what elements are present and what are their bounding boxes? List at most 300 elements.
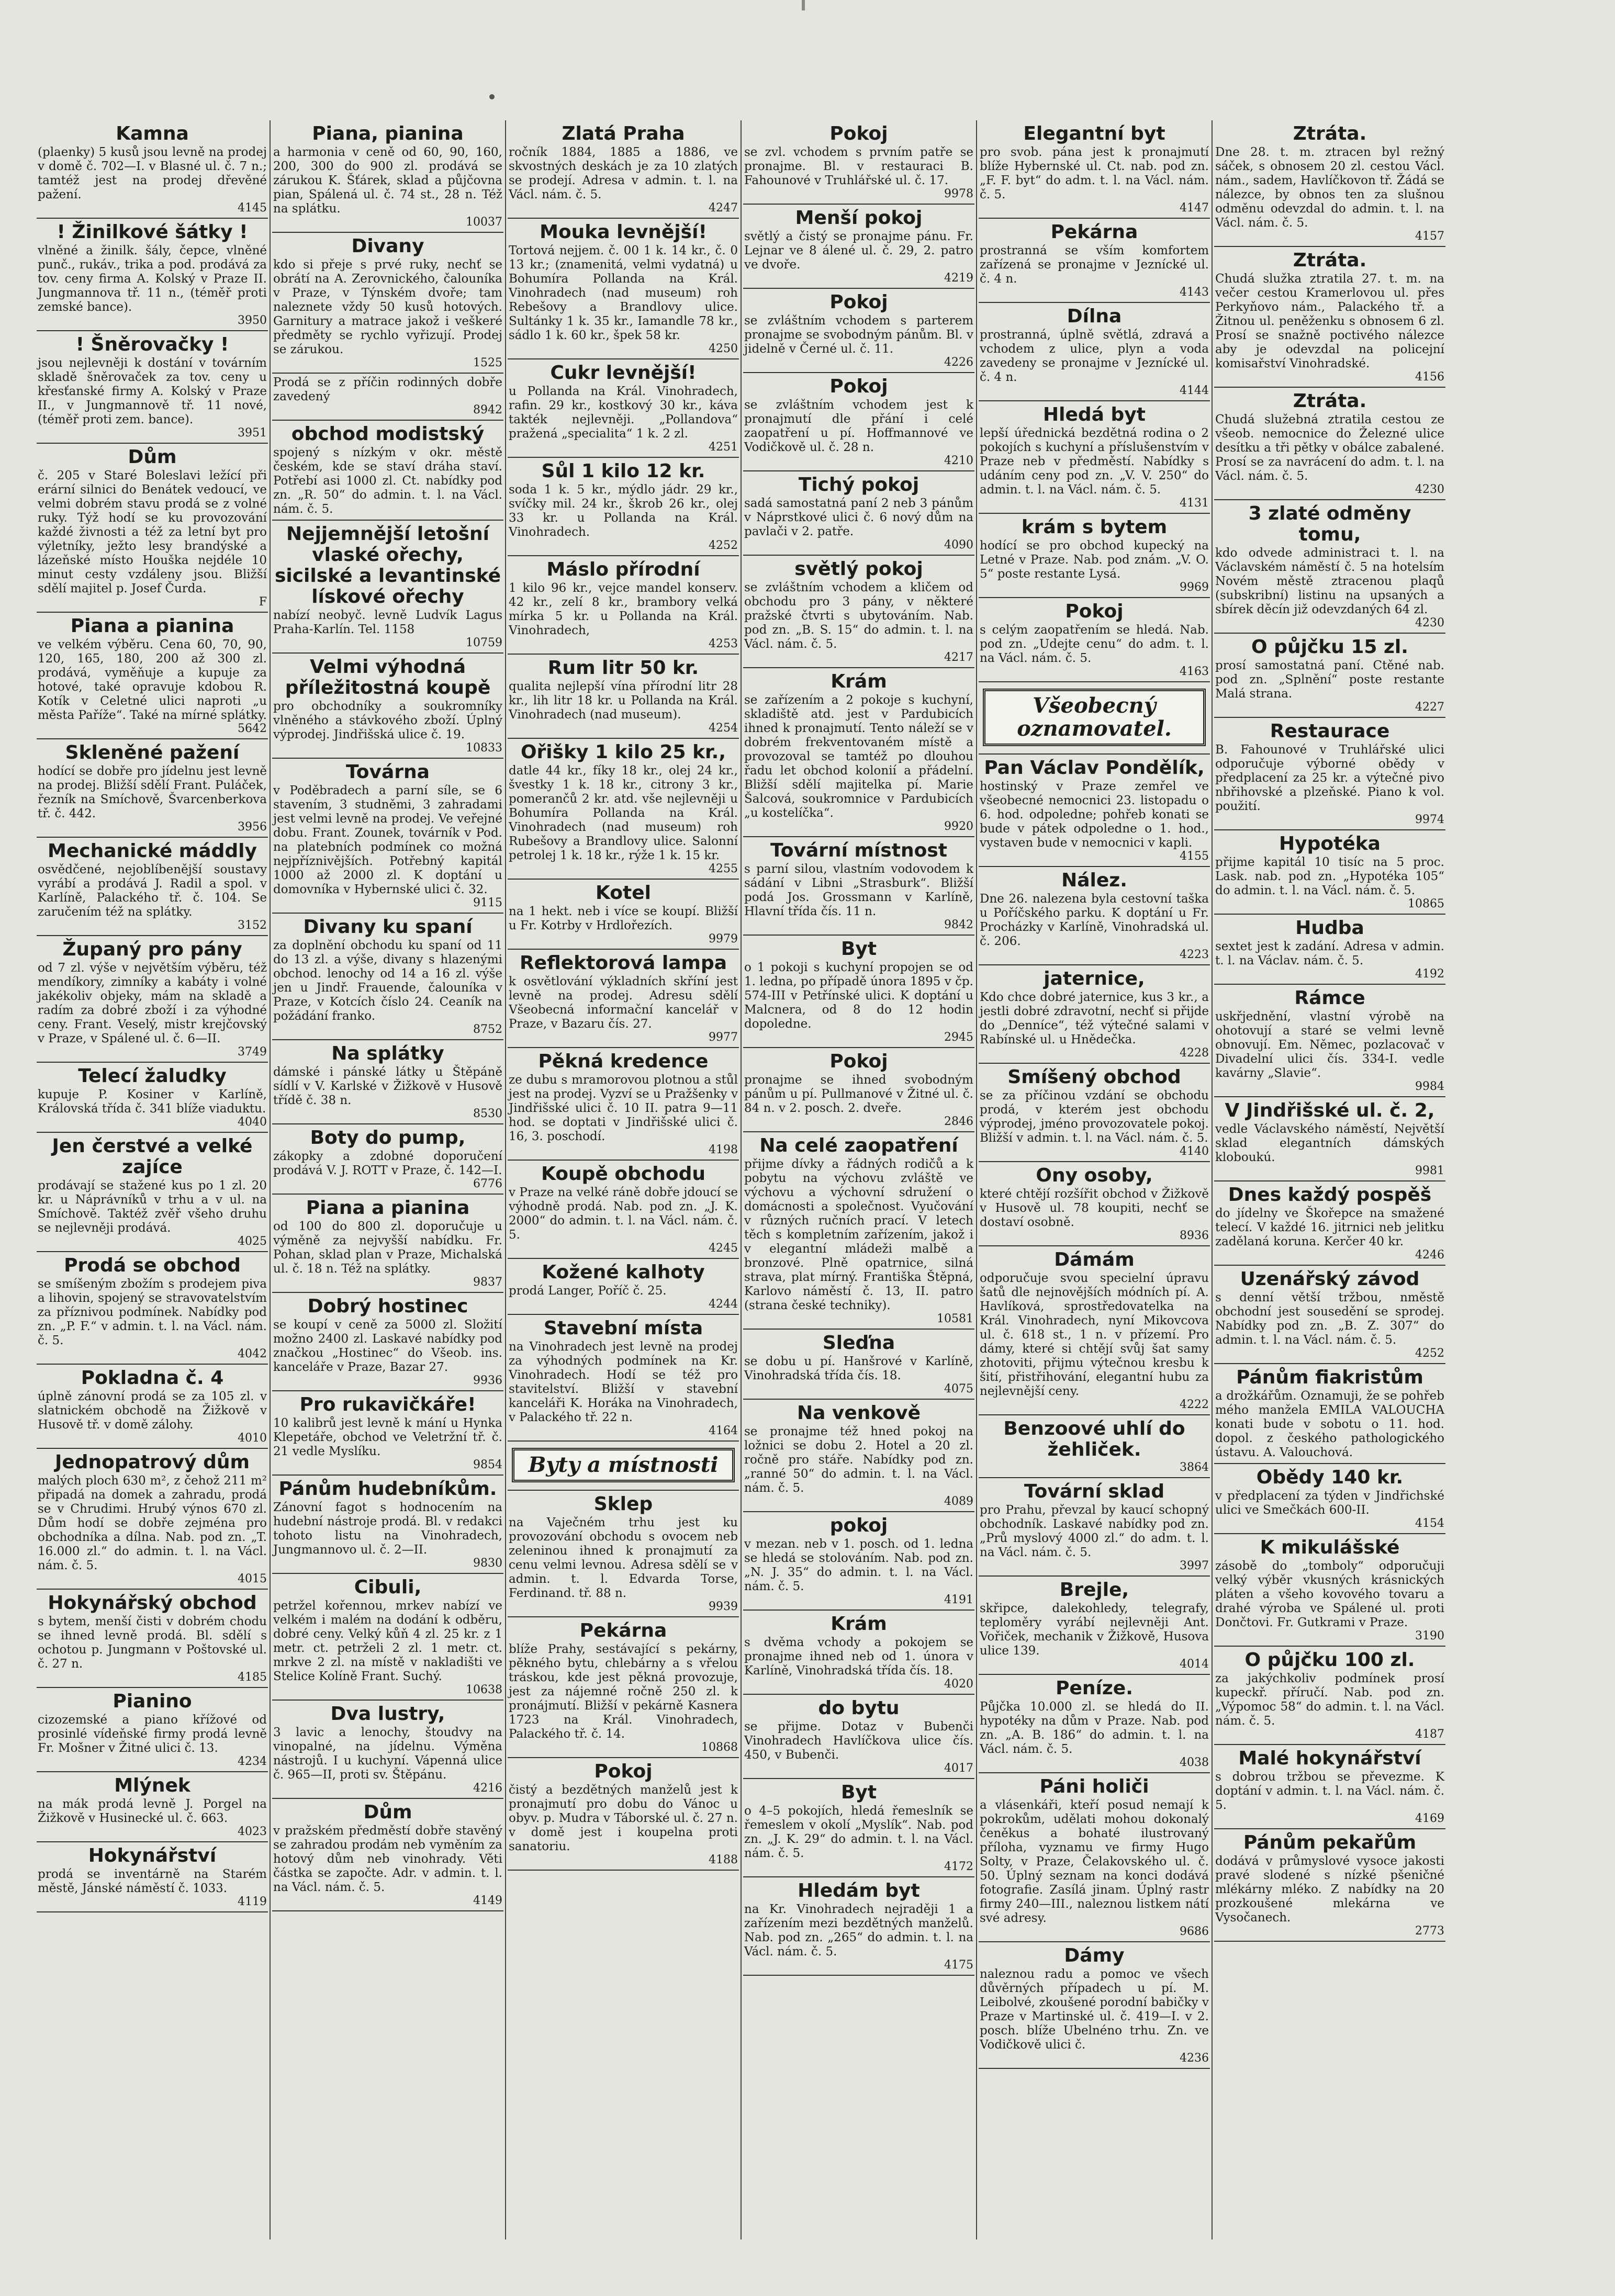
- ad-entry: [37, 739, 268, 838]
- ad-number: 4089: [944, 1495, 973, 1508]
- ad-number: 9115: [473, 896, 502, 909]
- ad-headline: Pro rukavičkáře!: [299, 1394, 476, 1415]
- ad-entry: [272, 654, 503, 759]
- ad-number: 1525: [473, 356, 502, 369]
- ad-body: s bytem, menší čisti v dobrém chodu se ihned levně prodá. Bl. sdělí s ochotou p. Jungmann v Poštovské ul. č. 27 n.: [38, 1615, 267, 1671]
- ad-body: datle 44 kr., fíky 18 kr., olej 24 kr., švestky 1 k. 18 kr., citrony 3 kr., pomerančů 2 kr. atd. vše nejlevněji u Bohumíra Pollanda na Král. Vinohradech (nad museum) roh Rubešovy a Brandlovy ulice. Salonní petrolej 1 k. 18 kr., rýže 1 k. 15 kr.: [509, 764, 738, 862]
- ad-number: 4156: [1415, 370, 1444, 384]
- ad-body: v Praze na velké ráně dobře jdoucí se výhodně prodá. Nab. pod zn. „J. K. 2000“ do admin. t. l. na Václ. nám. č. 5.: [509, 1186, 738, 1242]
- ad-headline: Hypotéka: [1279, 833, 1381, 854]
- ad-entry: [743, 120, 974, 205]
- ad-number: 4140: [1180, 1145, 1209, 1158]
- ad-headline: Páni holiči: [1039, 1776, 1149, 1797]
- ad-headline: Rámce: [1294, 987, 1365, 1009]
- ad-entry: [1214, 1647, 1445, 1745]
- ad-entry: [508, 1442, 739, 1491]
- ad-body: světlý a čistý se pronajme pánu. Fr. Lejnar ve 8 álené ul. č. 29, 2. patro ve dvoře.: [744, 230, 973, 272]
- ad-number: 4155: [1180, 850, 1209, 863]
- ad-headline: Tichý pokoj: [798, 474, 919, 496]
- ad-entry: [508, 1048, 739, 1161]
- ad-body: Zánovní fagot s hodnocením na hudební nástroje prodá. Bl. v redakci tohoto listu na Vinohradech, Jungmannovo ul. č. 2—II.: [273, 1501, 502, 1557]
- ad-headline: Kotel: [596, 882, 651, 904]
- ad-headline: Byt: [840, 938, 877, 960]
- ad-body: do jídelny ve Škořepce na smažené telecí. V každé 16. jitrnici neb jelitku zadělaná koruna. Kerčer 40 kr.: [1215, 1207, 1444, 1248]
- ad-entry: [508, 655, 739, 739]
- ad-number: 4020: [944, 1678, 973, 1691]
- ad-body: s celým zaopatřením se hledá. Nab. pod zn. „Udejte cenu“ do adm. t. l. na Václ. nám. č. 5.: [980, 623, 1209, 665]
- ad-headline: Kamna: [116, 123, 189, 144]
- ad-number: 4191: [944, 1593, 973, 1606]
- ad-entry: [743, 668, 974, 837]
- ad-headline: krám s bytem: [1021, 516, 1168, 538]
- ad-headline: pokoj: [829, 1515, 888, 1536]
- ad-body: sextet jest k zadání. Adresa v admin. t. l. na Václav. nám. č. 5.: [1215, 940, 1444, 967]
- ad-headline: Koupě obchodu: [541, 1163, 705, 1185]
- column-6: [1214, 120, 1445, 2239]
- ad-number: 4222: [1180, 1398, 1209, 1411]
- ad-headline: Dnes každý pospěš: [1228, 1184, 1432, 1206]
- ad-entry: [743, 556, 974, 668]
- ad-body: na Vaječném trhu jest ku provozování obchodu s ovocem neb zeleninou ihned k pronajmutí za cenu velmi levnou. Adresa sdělí se v admin. t. l. Edvarda Torse, Ferdinand. tř. 88 n.: [509, 1516, 738, 1600]
- ad-number: 4164: [709, 1424, 738, 1437]
- ad-number: 4017: [944, 1762, 973, 1775]
- ad-entry: [508, 739, 739, 880]
- ad-number: 4252: [709, 539, 738, 552]
- ad-number: 4210: [944, 454, 973, 467]
- ad-body: Dne 28. t. m. ztracen byl režný sáček, s obnosem 20 zl. cestou Václ. nám., sadem, Havlíčkovon tř. Žádá se nálezce, by obnos ten za slušnou odměnu odevzdal do admin. t. l. na Václ. nám. č. 5.: [1215, 145, 1444, 230]
- ad-body: a harmonia v ceně od 60, 90, 160, 200, 300 do 900 zl. prodává se zárukou K. Šťárek, sklad a půjčovna pian, Spálená ul. č. 74 st., 28 n. Též na splátku.: [273, 145, 502, 216]
- ad-entry: [272, 759, 503, 914]
- column-3: [508, 120, 739, 2239]
- ad-entry: [1214, 915, 1445, 985]
- ad-number: 4154: [1415, 1517, 1444, 1530]
- section-banner: Všeobecný oznamovatel.: [983, 689, 1206, 746]
- ad-entry: [508, 1315, 739, 1442]
- ad-entry: [37, 936, 268, 1063]
- ad-headline: Dámy: [1064, 1945, 1125, 1966]
- ad-headline: Telecí žaludky: [78, 1065, 227, 1087]
- ad-body: uskřjednění, vlastní výrobě na ohotovují a staré se velmi levně obnovují. Em. Němec, pozlacovač v Divadelní ulici čís. 334-I. vedle kavárny „Slavie“.: [1215, 1010, 1444, 1080]
- ad-body: v Poděbradech a parní síle, se 6 stavením, 3 studněmi, 3 zahradami jest velmi levně na prodej. Ve veřejné dobu. Frant. Zounek, továrník v Pod. na platebních podmínek co možná nejpříznivějších. Potřebný kapitál 1000 až 2000 zl. K doptání u domovníka v Hybernské ulici č. 32.: [273, 784, 502, 896]
- ad-headline: Hledám byt: [798, 1880, 920, 1901]
- ad-body: Chudá služebná ztratila cestou ze všeob. nemocnice do Železné ulice desítku a tři pětky v obálce zabalené. Prosí se za navrácení do adm. t. l. na Václ. nám. č. 5.: [1215, 413, 1444, 483]
- ad-number: 4255: [709, 862, 738, 875]
- ad-entry: [272, 1476, 503, 1574]
- ad-headline: K mikulášské: [1260, 1537, 1400, 1558]
- ad-number: 4090: [944, 538, 973, 552]
- ad-headline: Piana a pianina: [306, 1197, 470, 1219]
- ad-entry: [743, 205, 974, 289]
- ad-number: 3749: [238, 1045, 267, 1059]
- ad-entry: [1214, 1829, 1445, 1942]
- ad-headline: ! Šněrovačky !: [75, 334, 229, 355]
- ad-entry: [1214, 634, 1445, 718]
- ad-entry: [743, 1512, 974, 1611]
- ad-headline: Hokynářský obchod: [48, 1592, 257, 1614]
- ad-number: 10868: [701, 1741, 738, 1754]
- ad-body: o 4–5 pokojích, hledá řemeslník se řemeslem v okolí „Myslík“. Nab. pod zn. „J. K. 29“ do admin. t. l. na Václ. nám. č. 5.: [744, 1804, 973, 1860]
- ad-number: 2945: [944, 1031, 973, 1044]
- ad-number: 10833: [466, 741, 502, 755]
- ad-headline: světlý pokoj: [794, 558, 923, 580]
- ad-entry: [37, 1133, 268, 1252]
- ad-number: 4119: [238, 1895, 267, 1908]
- ad-number: 4219: [944, 272, 973, 285]
- ad-entry: [508, 219, 739, 359]
- ad-body: qualita nejlepší vína přírodní litr 28 kr., lih litr 18 kr. u Pollanda na Král. Vinohradech (nad museum).: [509, 680, 738, 722]
- ad-number: 4252: [1415, 1347, 1444, 1360]
- ad-entry: [37, 444, 268, 613]
- ad-body: pro obchodníky a soukromníky vlněného a stávkového zboží. Úplný výprodej. Jindřišská ulice č. 19.: [273, 700, 502, 741]
- ad-headline: Mlýnek: [114, 1775, 190, 1796]
- ad-body: v mezan. neb v 1. posch. od 1. ledna se hledá se stolováním. Nab. pod zn. „N. J. 35“ do admin. t. l. na Václ. nám. č. 5.: [744, 1537, 973, 1593]
- ad-headline: Uzenářský závod: [1240, 1268, 1420, 1290]
- ad-number: 4015: [238, 1572, 267, 1585]
- ad-number: 4254: [709, 722, 738, 735]
- ad-number: 4198: [709, 1143, 738, 1156]
- ad-body: za jakýchkoliv podmínek prosí kupeckř. příručí. Nab. pod zn. „Výpomoc 58“ do admin. t. l. na Václ. nám. č. 5.: [1215, 1672, 1444, 1728]
- ad-headline: O půjčku 15 zl.: [1251, 636, 1408, 658]
- ad-number: 9936: [473, 1374, 502, 1387]
- ad-entry: [1214, 1181, 1445, 1266]
- ad-body: s parní silou, vlastním vodovodem k sádání v Libni „Strasburk“. Bližší podá Jos. Grossmann v Karlíně, Hlavní třída čís. 11 n.: [744, 862, 973, 918]
- ad-number: 9837: [473, 1276, 502, 1289]
- ad-number: 4230: [1415, 616, 1444, 629]
- classified-ads-page: [37, 120, 1450, 2239]
- ad-headline: Restaurace: [1270, 721, 1390, 742]
- ad-headline: 3 zlaté odměny tomu,: [1248, 503, 1411, 545]
- ad-number: 4014: [1180, 1658, 1209, 1671]
- ad-entry: [1214, 1534, 1445, 1647]
- ad-headline: Pánům hudebníkům.: [278, 1478, 497, 1500]
- ad-headline: Pan Václav Pondělík,: [984, 757, 1205, 779]
- ad-number: F: [259, 595, 267, 609]
- ad-headline: Peníze.: [1056, 1678, 1133, 1699]
- ad-body: s dobrou tržbou se převezme. K doptání v admin. t. l. na Václ. nám. č. 5.: [1215, 1770, 1444, 1812]
- ad-number: 9974: [1415, 813, 1444, 826]
- ad-number: 4075: [944, 1382, 973, 1395]
- ad-headline: Pěkná kredence: [538, 1051, 709, 1072]
- ad-headline: Brejle,: [1059, 1579, 1129, 1601]
- ad-headline: Obědy 140 kr.: [1256, 1467, 1404, 1488]
- ad-headline: Na splátky: [331, 1043, 444, 1064]
- ad-entry: [508, 1161, 739, 1259]
- ad-body: zákopky a zdobné doporučení prodává V. J. ROTT v Praze, č. 142—I.: [273, 1150, 502, 1177]
- ad-entry: [743, 1400, 974, 1512]
- ad-headline: Reflektorová lampa: [519, 952, 727, 974]
- ad-entry: [272, 1293, 503, 1391]
- ad-body: hodící se pro obchod kupecký na Letné v Praze. Nab. pod znám. „V. O. 5“ poste restante Lysá.: [980, 539, 1209, 581]
- ad-number: 2773: [1415, 1924, 1444, 1938]
- ad-body: nabízí neobyč. levně Ludvík Lagus Praha-Karlín. Tel. 1158: [273, 609, 502, 636]
- ad-entry: [979, 120, 1210, 219]
- ad-entry: [508, 556, 739, 655]
- ad-body: se koupí v ceně za 5000 zl. Složití možno 2400 zl. Laskavé nabídky pod značkou „Hostinec“ do Všeob. ins. kanceláře v Praze, Bazar 27.: [273, 1318, 502, 1374]
- ad-number: 4040: [238, 1116, 267, 1129]
- ad-number: 4169: [1415, 1812, 1444, 1825]
- ad-entry: [1214, 1097, 1445, 1181]
- ad-number: 8936: [1180, 1229, 1209, 1242]
- ad-headline: Dva lustry,: [330, 1703, 445, 1725]
- ad-body: čistý a bezdětných manželů jest k pronajmutí pro dobu do Vánoc u obyv. p. Mudra v Táborské ul. č. 27 n. v domě jest i koupelna proti sanatoriu.: [509, 1783, 738, 1853]
- ad-number: 4216: [473, 1782, 502, 1795]
- ad-number: 4143: [1180, 286, 1209, 299]
- ad-entry: [1214, 1464, 1445, 1534]
- ad-number: 9981: [1415, 1164, 1444, 1177]
- ad-body: lepší úřednická bezdětná rodina o 2 pokojích s kuchyní a příslušenstvím v Praze neb v předměstí. Nabídky s udáním ceny pod zn. „V. V. 250“ do admin. t. l. na Václ. nám. č. 5.: [980, 426, 1209, 497]
- ad-body: dámské i pánské látky u Štěpáně sídlí v V. Karlské v Žižkově v Husově třídě č. 38 n.: [273, 1065, 502, 1107]
- ad-headline: Hokynářství: [88, 1845, 217, 1866]
- ad-entry: [979, 867, 1210, 965]
- ad-number: 8752: [473, 1023, 502, 1036]
- ad-entry: [979, 303, 1210, 401]
- ad-number: 4247: [709, 201, 738, 215]
- ad-headline: Na celé zaopatření: [759, 1135, 958, 1156]
- ad-body: osvědčené, nejoblíbenější soustavy vyrábí a prodává J. Radil a spol. v Karlíně, Palackého tř. č. 104. Se zaručením též na splátky.: [38, 863, 267, 919]
- ad-entry: [1214, 500, 1445, 634]
- ad-body: se zvláštním vchodem jest k pronajmutí dle přání i celé zaopatření u pí. Hoffmannové ve Vodičkově ul. č. 28 n.: [744, 398, 973, 454]
- ad-number: 3956: [238, 820, 267, 834]
- ad-entry: [743, 936, 974, 1048]
- ad-entry: [1214, 718, 1445, 830]
- ad-entry: [979, 1415, 1210, 1478]
- ad-headline: Pokoj: [829, 123, 888, 144]
- ad-entry: [37, 838, 268, 936]
- ad-headline: Na venkově: [797, 1402, 921, 1424]
- ad-body: sadá samostatná paní 2 neb 3 pánům v Náprstkové ulici č. 6 nový dům na pavlači v 2. patře.: [744, 497, 973, 538]
- ad-body: na mák prodá levně J. Porgel na Žižkově v Husinecké ul. č. 663.: [38, 1797, 267, 1825]
- ad-number: 8942: [473, 403, 502, 417]
- ad-entry: [272, 120, 503, 233]
- ad-entry: [979, 1478, 1210, 1577]
- ad-number: 4163: [1180, 665, 1209, 678]
- ad-number: 9984: [1415, 1080, 1444, 1093]
- ad-body: Prodá se z příčin rodinných dobře zavedený: [273, 376, 502, 403]
- ad-entry: [37, 1449, 268, 1590]
- column-rule: [505, 120, 506, 2239]
- ad-number: 3997: [1180, 1559, 1209, 1572]
- ad-headline: Dům: [363, 1802, 412, 1823]
- column-2: [272, 120, 503, 2239]
- ad-entry: [272, 233, 503, 374]
- ad-entry: [37, 1688, 268, 1772]
- ad-headline: Rum litr 50 kr.: [547, 657, 699, 679]
- ad-entry: [37, 1365, 268, 1449]
- ad-number: 4147: [1180, 201, 1209, 215]
- ad-headline: Mouka levnější!: [540, 221, 707, 243]
- ad-body: spojený s nízkým v okr. městě českém, kde se staví dráha staví. Potřebí asi 1000 zl. Ct. nabídky pod zn. „R. 50“ do admin. t. l. na Václ. nám. č. 5.: [273, 446, 502, 516]
- ad-body: s dvěma vchody a pokojem se pronajme ihned neb od 1. února v Karlíně, Vinohradská třída čís. 18.: [744, 1636, 973, 1678]
- column-4: [743, 120, 974, 2239]
- ad-number: 4038: [1180, 1756, 1209, 1769]
- ad-entry: [979, 1675, 1210, 1773]
- ad-headline: Cibuli,: [354, 1577, 422, 1598]
- ad-entry: [508, 1491, 739, 1617]
- ad-headline: Menší pokoj: [795, 207, 923, 229]
- ad-body: se smíšeným zbožím s prodejem piva a lihovin, spojený se stravovatelstvím za příznivou podmínek. Nabídky pod zn. „P. F.“ v admin. t. l. na Václ. nám. č. 5.: [38, 1277, 267, 1347]
- ad-entry: [743, 1695, 974, 1779]
- ad-entry: [37, 1063, 268, 1133]
- ad-number: 4175: [944, 1959, 973, 1972]
- ad-body: prostranná se vším komfortem zařízená se pronajme v Jeznícké ul. č. 4 n.: [980, 244, 1209, 286]
- ad-entry: [1214, 830, 1445, 915]
- ad-entry: [979, 401, 1210, 514]
- ad-number: 4244: [709, 1298, 738, 1311]
- ad-body: Dne 26. nalezena byla cestovní taška u Poříčského parku. K doptání u Fr. Procházky v Karlíně, Vinohradská ul. č. 206.: [980, 892, 1209, 948]
- ad-entry: [979, 1162, 1210, 1246]
- ad-number: 9977: [709, 1031, 738, 1044]
- ad-body: 1 kilo 96 kr., vejce mandel konserv. 42 kr., zelí 8 kr., brambory velká mírka 5 kr. u Pollanda na Král. Vinohradech,: [509, 581, 738, 637]
- ad-entry: [508, 120, 739, 219]
- ad-headline: Sklep: [593, 1493, 653, 1515]
- ad-body: za doplnění obchodu ku spaní od 11 do 13 zl. a výše, divany s hlazenými obchod. lenochy od 14 a 16 zl. výše jen u Jindř. Frauende, čalouníka v Praze, v Kotcích číslo 24. Ceaník na požádání franko.: [273, 939, 502, 1023]
- ad-body: úplně zánovní prodá se za 105 zl. v slatnickém obchodě na Žižkově v Husově tř. v domě zálohy.: [38, 1390, 267, 1432]
- ad-body: přijme dívky a řádných rodičů a k pobytu na výchovu zvláště ve výchovu a výchovní sdružení o domácnosti a společnost. Vyučování v různých ručních prací. V letech těch s kompletním zařízením, jakož i v elegantní mládeži malbě a bronzové. Plně opatrnice, silná strava, plat mírný. Františka Štěpná, Karlovo náměstí č. 13, II. patro (strana české techniky).: [744, 1157, 973, 1312]
- ad-entry: [743, 1132, 974, 1330]
- ad-number: 4228: [1180, 1046, 1209, 1060]
- ad-entry: [37, 219, 268, 331]
- ad-headline: Krám: [831, 671, 887, 692]
- ad-headline: Pokoj: [1065, 601, 1124, 622]
- ad-body: které chtějí rozšířit obchod v Žižkově v Husově ul. 78 koupiti, nechť se dostaví osobně.: [980, 1187, 1209, 1229]
- ad-number: 9830: [473, 1557, 502, 1570]
- ad-number: 9854: [473, 1458, 502, 1471]
- ad-entry: [979, 1246, 1210, 1415]
- ad-headline: Krám: [831, 1613, 887, 1635]
- ad-body: se pronajme též hned pokoj na ložnici se dobu 2. Hotel a 20 zl. ročně pro stáře. Nabídky pod zn. „ranné 50“ do admin. t. l. na Václ. nám. č. 5.: [744, 1425, 973, 1495]
- ad-entry: [272, 421, 503, 521]
- ad-headline: Smíšený obchod: [1007, 1066, 1181, 1088]
- section-banner: Byty a místnosti: [512, 1448, 735, 1482]
- ad-headline: Županý pro pány: [62, 939, 242, 960]
- ad-headline: Zlatá Praha: [562, 123, 685, 144]
- ad-headline: Dům: [128, 446, 177, 468]
- ad-headline: Piana, pianina: [312, 123, 464, 144]
- ad-headline: Ztráta.: [1293, 250, 1367, 271]
- ad-number: 4223: [1180, 948, 1209, 961]
- ad-number: 4023: [238, 1825, 267, 1838]
- ad-headline: Máslo přírodní: [546, 559, 700, 580]
- ad-body: se zvláštním vchodem s parterem pronajme se svobodným pánům. Bl. v jidelně v Černé ul. č. 11.: [744, 314, 973, 356]
- ad-number: 4042: [238, 1347, 267, 1360]
- ad-number: 9939: [709, 1600, 738, 1613]
- ad-headline: do bytu: [818, 1697, 900, 1719]
- ad-body: se zařízením a 2 pokoje s kuchyní, skladiště atd. jest v Pardubicích ihned k pronajmutí. Tento náleží se v dobrém frekventovaném místě a provozoval se tamtéž po dlouhou řadu let obchod kolonií a přádelní. Bližší sdělí majitelka pí. Marie Šalcová, soukromnice v Pardubicích „u kostelíčka“.: [744, 693, 973, 820]
- ad-body: prosí samostatná paní. Ctěné nab. pod zn. „Splnění“ poste restante Malá strana.: [1215, 659, 1444, 701]
- ad-entry: [272, 1124, 503, 1195]
- ad-body: naleznou radu a pomoc ve všech důvěrných případech u pí. M. Leibolvé, zkoušené porodní babičky v Praze v Martinské ul. č. 419—I. v 2. posch. blíže Ubelnéno trhu. Zn. ve Vodičkově ulici č.: [980, 1967, 1209, 2052]
- ad-headline: Tovární sklad: [1024, 1481, 1165, 1502]
- ad-entry: [979, 682, 1210, 755]
- ad-headline: Dobrý hostinec: [307, 1296, 468, 1317]
- ad-entry: [1214, 247, 1445, 388]
- ad-entry: [508, 1617, 739, 1758]
- ad-number: 4227: [1415, 701, 1444, 714]
- ad-number: 4253: [709, 637, 738, 650]
- ad-number: 10638: [466, 1683, 502, 1696]
- ad-headline: Velmi výhodná příležitostná koupě: [285, 656, 491, 699]
- ad-body: od 7 zl. výše v největším výběru, též mendíkory, zimníky a kabáty i volné jakékoliv objeky, mám na skladě a radím za dobré zboží i za výhodné ceny. Frant. Veselý, mistr krejčovský v Praze, v Spálené ul. č. 6—II.: [38, 961, 267, 1045]
- ad-number: 4172: [944, 1860, 973, 1873]
- ad-entry: [979, 965, 1210, 1064]
- ink-dot: [489, 94, 495, 99]
- ad-entry: [743, 1877, 974, 1976]
- ad-body: 3 lavic a lenochy, štoudvy na vinopalné, na jídelnu. Výměna nástrojů. I u kuchyní. Vápenná ulice č. 965—II, proti sv. Štěpánu.: [273, 1726, 502, 1782]
- ad-entry: [508, 880, 739, 950]
- ad-body: a drožkářům. Oznamuji, že se pohřeb mého manžela EMILA VALOUCHA konati bude v sobotu o 11. hod. dopol. z českého pathologického ústavu. A. Valouchová.: [1215, 1389, 1444, 1459]
- ad-headline: ! Žinilkové šátky !: [57, 221, 248, 243]
- ad-body: dodává v průmyslové vysoce jakosti pravé slodené s nízké pšeničné mlékárny mléko. Z nabídky na 20 prozkoušené mlekárna ve Vysočanech.: [1215, 1854, 1444, 1924]
- ad-body: na Vinohradech jest levně na prodej za výhodných podmínek na Kr. Vinohradech. Hodí se též pro stavitelství. Bližší v stavební kanceláři K. Horáka na Vinohradech, v Palackého tř. 22 n.: [509, 1340, 738, 1424]
- ad-number: 3152: [238, 919, 267, 932]
- ad-body: (plaenky) 5 kusů jsou levně na prodej v domě č. 702—I. v Blasné ul. č. 7 n.; tamtéž jest na prodej dřevěné pažení.: [38, 145, 267, 201]
- ad-headline: Stavební místa: [543, 1318, 703, 1339]
- ad-body: malých ploch 630 m², z čehož 211 m² připadá na domek a zahradu, prodá se v Chrudimi. Hrubý výnos 670 zl. Dům hodí se dobře zejména pro obchodníka a dílna. Nab. pod zn. „T. 16.000 zl.“ do admin. t. l. na Václ. nám. č. 5.: [38, 1474, 267, 1572]
- ad-entry: [272, 1391, 503, 1476]
- ad-body: pro svob. pána jest k pronajmutí blíže Hybernské ul. Ct. nab. pod zn. „F. F. byt“ do adm. t. l. na Václ. nám. č. 5.: [980, 145, 1209, 201]
- ad-number: 10759: [466, 636, 502, 649]
- ad-body: skřipce, dalekohledy, telegrafy, teploměry vyrábí nejlevněji Ant. Vořiček, mechanik v Žižkově, Husova ulice 139.: [980, 1602, 1209, 1658]
- ad-headline: Mechanické máddly: [48, 840, 257, 862]
- ad-entry: [37, 331, 268, 444]
- ad-entry: [37, 120, 268, 219]
- ad-body: Půjčka 10.000 zl. se hledá do II. hypotéky na dům v Praze. Nab. pod zn. „A. B. 186“ do admin. t. l. na Václ. nám. č. 5.: [980, 1700, 1209, 1756]
- ad-entry: [1214, 1364, 1445, 1464]
- ad-number: 9978: [944, 187, 973, 200]
- ad-headline: Pánům fiakristům: [1236, 1367, 1423, 1388]
- ad-headline: Tovární místnost: [770, 840, 947, 861]
- ad-body: hostinský v Praze zemřel ve všeobecné nemocnici 23. listopadu o 6. hod. odpoledne; pohřeb konati se bude v pátek odpoledne o 1. hod., vystaven bude v nemocnici v kapli.: [980, 780, 1209, 850]
- ad-body: kupuje P. Kosiner v Karlíně, Královská třída č. 341 blíže viaduktu.: [38, 1088, 267, 1116]
- ad-entry: [743, 1048, 974, 1132]
- ad-body: vlněné a žinilk. šály, čepce, vlněné punč., rukáv., trika a pod. prodává za tov. ceny firma A. Kolský v Praze II. Jungmannova tř. 11 n., (téměř proti zemské bance).: [38, 244, 267, 314]
- ad-entry: [37, 1772, 268, 1842]
- ad-number: 4185: [238, 1671, 267, 1684]
- ad-body: pro Prahu, převzal by kaucí schopný obchodník. Laskavé nabídky pod zn. „Prů myslový 4000 zl.“ do adm. t. l. na Václ. nám. č. 5.: [980, 1503, 1209, 1559]
- ad-body: Tortová nejjem. č. 00 1 k. 14 kr., č. 0 13 kr.; (znamenitá, velmi vydatná) u Bohumíra Pollanda na Král. Vinohradech (nad museum) roh Rebešovy a Brandlovy ulice. Sultánky 1 k. 35 kr., Iamandle 78 kr., sádlo 1 k. 60 kr., špek 58 kr.: [509, 244, 738, 342]
- ad-entry: [272, 914, 503, 1040]
- ad-headline: Nález.: [1061, 870, 1127, 891]
- ad-headline: Jen čerstvé a velké zajíce: [52, 1135, 253, 1178]
- ad-headline: Benzoové uhlí do žehliček.: [1003, 1418, 1185, 1460]
- ad-body: B. Fahounové v Truhlářské ulici odporučuje výborné obědy v předplacení za 25 kr. a výtečné pivo nbřihovské a plzeňské. Piano k vol. použití.: [1215, 743, 1444, 813]
- ad-body: v předplacení za týden v Jindřichské ulici ve Smečkách 600-II.: [1215, 1489, 1444, 1517]
- ad-number: 6776: [473, 1177, 502, 1190]
- ad-headline: Pánům pekařům: [1243, 1832, 1417, 1853]
- ad-headline: Boty do pump,: [310, 1127, 466, 1149]
- ad-headline: Pekárna: [1050, 221, 1138, 243]
- ad-body: kdo odvede administraci t. l. na Václavském náměstí č. 5 na hotelsím Novém městě ztracenou plaqů (subskribní) listinu na upsaných a sbírek děcín již odevzdaných 64 zl.: [1215, 546, 1444, 616]
- ad-number: 9686: [1180, 1925, 1209, 1938]
- ad-number: 5642: [238, 722, 267, 735]
- ad-entry: [743, 1611, 974, 1695]
- ad-headline: Skleněné pažení: [65, 742, 240, 763]
- column-5: [979, 120, 1210, 2239]
- ad-number: 10865: [1408, 897, 1444, 910]
- ad-entry: [979, 598, 1210, 682]
- ad-body: ve velkém výběru. Cena 60, 70, 90, 120, 165, 180, 200 až 300 zl. prodává, vyměňuje a kupuje za hotové, také opravuje kdobou R. Kotík v Celetné ulici naproti „u města Paříže“. Také na mírné splátky.: [38, 638, 267, 722]
- ad-number: 4236: [1180, 2052, 1209, 2065]
- ad-body: soda 1 k. 5 kr., mýdlo jádr. 29 kr., svíčky mil. 24 kr., škrob 26 kr., olej 33 kr. u Pollanda na Král. Vinohradech.: [509, 483, 738, 539]
- ad-body: se dobu u pí. Hanšrové v Karlíně, Vinohradská třída čís. 18.: [744, 1355, 973, 1382]
- ad-headline: Nejjemnější letošní vlaské ořechy, sicilské a levantinské lískové ořechy: [274, 523, 501, 607]
- ad-entry: [272, 521, 503, 654]
- ad-body: se zvl. vchodem s prvním patře se pronajme. Bl. v restauraci B. Fahounové v Truhlářské ul. č. 17.: [744, 145, 973, 187]
- ad-headline: Ztráta.: [1293, 123, 1367, 144]
- ad-headline: Dámám: [1054, 1249, 1135, 1270]
- ad-body: vedle Václavského náměstí, Největší sklad elegantních dámských kloboukú.: [1215, 1122, 1444, 1164]
- ad-entry: [1214, 120, 1445, 247]
